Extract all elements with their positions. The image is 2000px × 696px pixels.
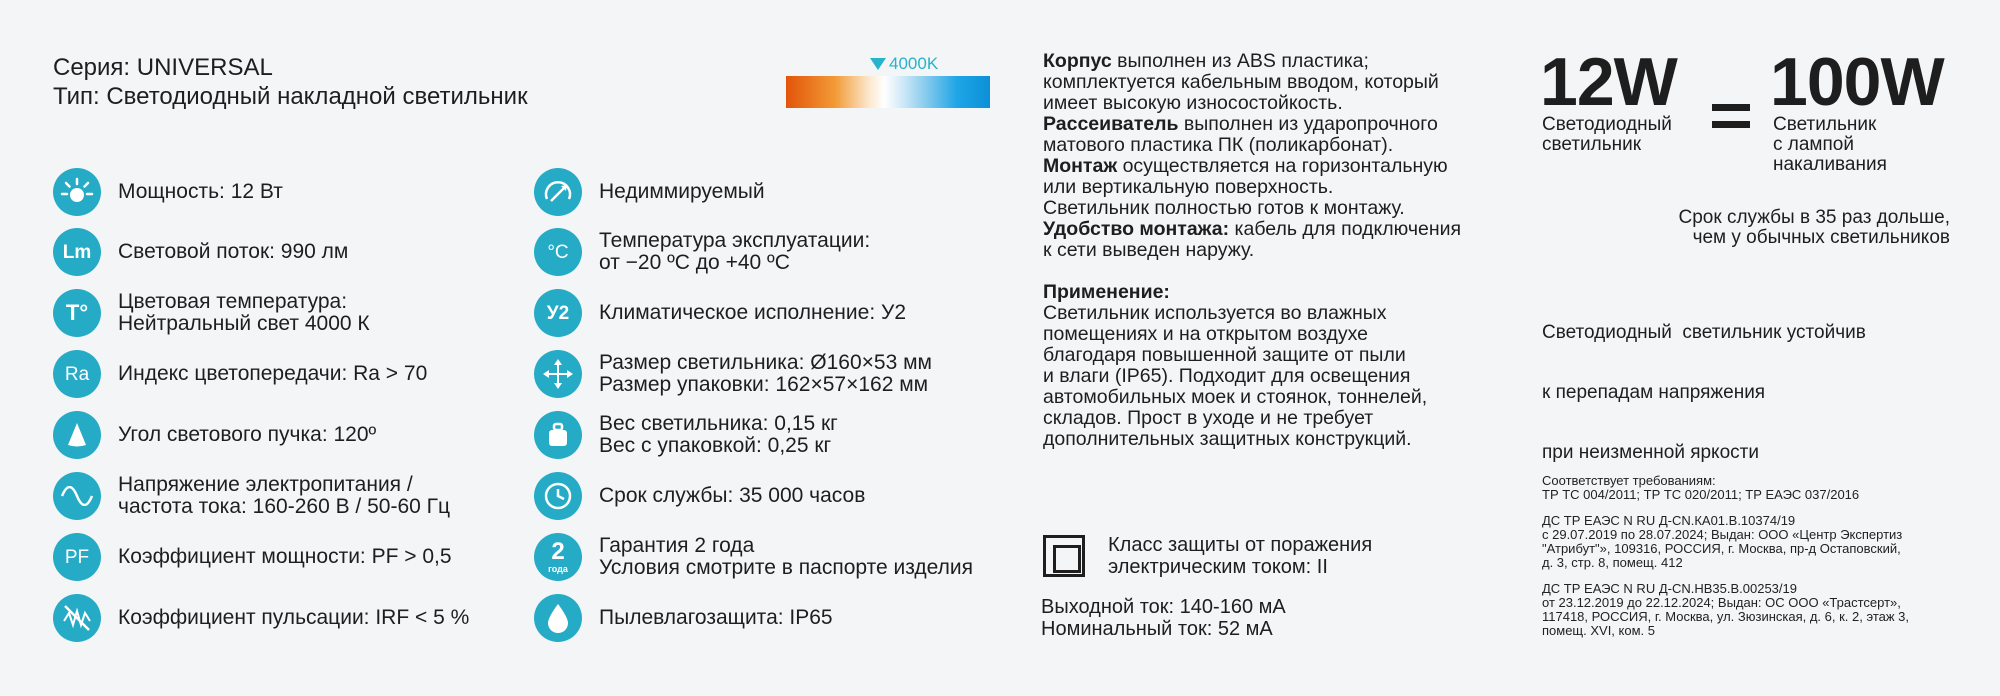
series-label: Серия: UNIVERSAL: [53, 54, 273, 81]
certificate-2-line-2: от 23.12.2019 до 22.12.2024; Выдан: ОС ООО «Трастсерт»,: [1542, 595, 1901, 610]
lifetime-note: [1679, 208, 1951, 248]
application-line-6: складов. Прост в уходе и не требует: [1043, 407, 1374, 429]
stability-note: [1542, 283, 1866, 483]
mount-label: Монтаж: [1043, 155, 1118, 177]
description-body: [1043, 51, 1503, 72]
cct-marker: [870, 54, 938, 74]
water-drop-icon: [534, 594, 582, 642]
celsius-icon-text: °C: [547, 241, 569, 263]
feature-power-line: Мощность: 12 Вт: [118, 180, 283, 203]
feature-ingress-protection: [534, 594, 833, 642]
no-flicker-icon: [53, 594, 101, 642]
led-caption-line-2: светильник: [1542, 134, 1642, 155]
feature-voltage-line-2: частота тока: 160-260 В / 50-60 Гц: [118, 495, 451, 518]
feature-color-temperature-line-2: Нейтральный свет 4000 К: [118, 312, 370, 335]
beam-angle-icon: [53, 411, 101, 459]
thermometer-icon-text: T°: [65, 300, 89, 325]
feature-color-temperature: [53, 289, 370, 337]
feature-lifetime-line: Срок службы: 35 000 часов: [599, 484, 866, 507]
certificate-2-line-1: ДС ТР ЕАЭС N RU Д-CN.НВ35.В.00253/19: [1542, 581, 1797, 596]
lm-icon-text: Lm: [62, 241, 92, 263]
lm-icon: [53, 228, 101, 276]
diffuser-line-2: матового пластика ПК (поликарбонат).: [1043, 134, 1394, 156]
feature-power: [53, 168, 283, 216]
feature-not-dimmable-line: Недиммируемый: [599, 180, 765, 203]
protection-class-line-2: электрическим током: II: [1108, 556, 1328, 578]
feature-warranty-line-1: Гарантия 2 года: [599, 534, 755, 557]
application-line-2: помещениях и на открытом воздухе: [1043, 323, 1368, 345]
certificate-requirements-line-1: Соответствует требованиям:: [1542, 473, 1716, 488]
equals-bar-top: [1712, 104, 1750, 111]
lamp-caption: [1773, 115, 1887, 175]
feature-warranty-line-2: Условия смотрите в паспорте изделия: [599, 556, 973, 579]
feature-color-temperature-line-1: Цветовая температура:: [118, 290, 348, 313]
feature-climate-line: Климатическое исполнение: У2: [599, 301, 907, 324]
lamp-caption-line-3: накаливания: [1773, 154, 1887, 175]
feature-climate: [534, 289, 906, 337]
feature-luminous-flux-line: Световой поток: 990 лм: [118, 240, 349, 263]
stability-note-line-3: при неизменной яркости: [1542, 442, 1759, 463]
feature-lifetime: [534, 472, 865, 520]
feature-weight-line-2: Вес с упаковкой: 0,25 кг: [599, 434, 832, 457]
feature-operating-temperature-line-2: от −20 ºC до +40 ºC: [599, 251, 790, 274]
feature-cri-line: Индекс цветопередачи: Ra > 70: [118, 362, 428, 385]
feature-weight: [534, 411, 838, 459]
ease-line-2: к сети выведен наружу.: [1043, 239, 1255, 261]
lamp-caption-line-1: Светильник: [1773, 114, 1877, 135]
certificate-1-line-2: с 29.07.2019 по 28.07.2024; Выдан: ООО «Центр Экспертиз: [1542, 527, 1903, 542]
certificate-2-line-3: 117418, РОССИЯ, г. Москва, ул. Зюзинская, д. 6, к. 2, этаж 3,: [1542, 609, 1910, 624]
body-line-3: имеет высокую износостойкость.: [1043, 92, 1343, 114]
feature-dimensions-line-1: Размер светильника: Ø160×53 мм: [599, 351, 932, 374]
feature-not-dimmable: [534, 168, 765, 216]
feature-dimensions: [534, 350, 932, 398]
lamp-power: 100W: [1770, 44, 1944, 120]
certificate-2-line-4: помещ. XVI, ком. 5: [1542, 623, 1655, 638]
pf-icon-text: PF: [64, 546, 90, 568]
warranty-icon-number: 2: [551, 538, 565, 565]
mount-line-3: Светильник полностью готов к монтажу.: [1043, 197, 1405, 219]
pf-icon: [53, 533, 101, 581]
ra-icon-text: Ra: [64, 363, 90, 385]
certificate-declaration-1: [1542, 514, 1902, 570]
diffuser-line-1: выполнен из ударопрочного: [1178, 113, 1438, 135]
lifetime-note-line-1: Срок службы в 35 раз дольше,: [1678, 207, 1950, 228]
feature-voltage: [53, 472, 450, 520]
dimensions-arrows-icon: [534, 350, 582, 398]
feature-power-factor: [53, 533, 452, 581]
certificate-1-line-4: д. 3, стр. 8, помещ. 412: [1542, 555, 1683, 570]
application-title: Применение:: [1043, 281, 1170, 303]
lamp-glow-icon: [53, 168, 101, 216]
application-block: [1043, 282, 1503, 450]
feature-dimensions-line-2: Размер упаковки: 162×57×162 мм: [599, 373, 929, 396]
feature-operating-temperature: [534, 228, 870, 276]
certificate-declaration-2: [1542, 582, 1909, 638]
certificate-1-line-1: ДС ТР ЕАЭС N RU Д-CN.КА01.В.10374/19: [1542, 513, 1796, 528]
thermometer-icon: [53, 289, 101, 337]
led-caption-line-1: Светодиодный: [1542, 114, 1672, 135]
application-line-4: и влаги (IP65). Подходит для освещения: [1043, 365, 1411, 387]
body-line-2: комплектуется кабельным вводом, который: [1043, 71, 1439, 93]
output-current: Выходной ток: 140-160 мА: [1041, 596, 1286, 618]
feature-ingress-protection-line: Пылевлагозащита: IP65: [599, 606, 833, 629]
feature-power-factor-line: Коэффициент мощности: PF > 0,5: [118, 545, 452, 568]
certificate-requirements-line-2: ТР ТС 004/2011; ТР ТС 020/2011; ТР ЕАЭС 037/2016: [1542, 487, 1860, 502]
climate-u2-icon-text: У2: [546, 302, 570, 324]
application-line-3: благодаря повышенной защите от пыли: [1043, 344, 1406, 366]
feature-luminous-flux: [53, 228, 348, 276]
feature-warranty: [534, 533, 973, 581]
current-block: [1041, 596, 1286, 640]
double-insulation-class-ii-icon: [1043, 535, 1085, 577]
feature-cri: [53, 350, 427, 398]
cct-marker-label: 4000K: [889, 54, 939, 73]
description-block: [1043, 51, 1503, 261]
protection-class-text: [1108, 534, 1372, 578]
nominal-current: Номинальный ток: 52 мА: [1041, 618, 1273, 640]
lifetime-note-line-2: чем у обычных светильников: [1692, 227, 1950, 248]
application-line-7: дополнительных защитных конструкций.: [1043, 428, 1412, 450]
feature-beam-angle: [53, 411, 376, 459]
feature-operating-temperature-line-1: Температура эксплуатации:: [599, 229, 871, 252]
ease-label: Удобство монтажа:: [1043, 218, 1230, 240]
application-line-1: Светильник используется во влажных: [1043, 302, 1387, 324]
led-caption: [1542, 115, 1672, 155]
color-temperature-gradient: [786, 76, 990, 108]
certificate-requirements: [1542, 474, 1859, 502]
body-label: Корпус: [1043, 50, 1112, 72]
description-mount: [1043, 156, 1503, 177]
warranty-icon-unit: года: [548, 564, 568, 574]
diffuser-label: Рассеиватель: [1043, 113, 1179, 135]
stability-note-line-1: Светодиодный светильник устойчив: [1542, 322, 1866, 343]
led-power: 12W: [1540, 44, 1677, 120]
warranty-2-years-icon: [534, 533, 582, 581]
clock-icon: [534, 472, 582, 520]
mount-line-1: осуществляется на горизонтальную: [1117, 155, 1448, 177]
ra-icon: [53, 350, 101, 398]
application-line-5: автомобильных моек и стоянок, тоннелей,: [1043, 386, 1428, 408]
description-ease: [1043, 219, 1503, 240]
type-label: Тип: Светодиодный накладной светильник: [53, 83, 528, 110]
not-dimmable-icon: [534, 168, 582, 216]
stability-note-line-2: к перепадам напряжения: [1542, 382, 1766, 403]
lamp-caption-line-2: с лампой: [1773, 134, 1854, 155]
weight-icon: [534, 411, 582, 459]
feature-flicker-line: Коэффициент пульсации: IRF < 5 %: [118, 606, 470, 629]
triangle-marker-icon: [870, 58, 886, 70]
ease-line-1: кабель для подключения: [1229, 218, 1462, 240]
feature-beam-angle-line: Угол светового пучка: 120º: [118, 423, 377, 446]
feature-voltage-line-1: Напряжение электропитания /: [118, 473, 413, 496]
feature-weight-line-1: Вес светильника: 0,15 кг: [599, 412, 838, 435]
feature-flicker: [53, 594, 469, 642]
sine-wave-icon: [53, 472, 101, 520]
body-line-1: выполнен из ABS пластика;: [1111, 50, 1369, 72]
celsius-icon: [534, 228, 582, 276]
equals-bar-bottom: [1712, 121, 1750, 128]
description-diffuser: [1043, 114, 1503, 135]
climate-u2-icon: [534, 289, 582, 337]
certificate-1-line-3: "Атрибут"», 109316, РОССИЯ, г. Москва, пр-д Остаповский,: [1542, 541, 1901, 556]
mount-line-2: или вертикальную поверхность.: [1043, 176, 1334, 198]
protection-class-line-1: Класс защиты от поражения: [1108, 534, 1373, 556]
